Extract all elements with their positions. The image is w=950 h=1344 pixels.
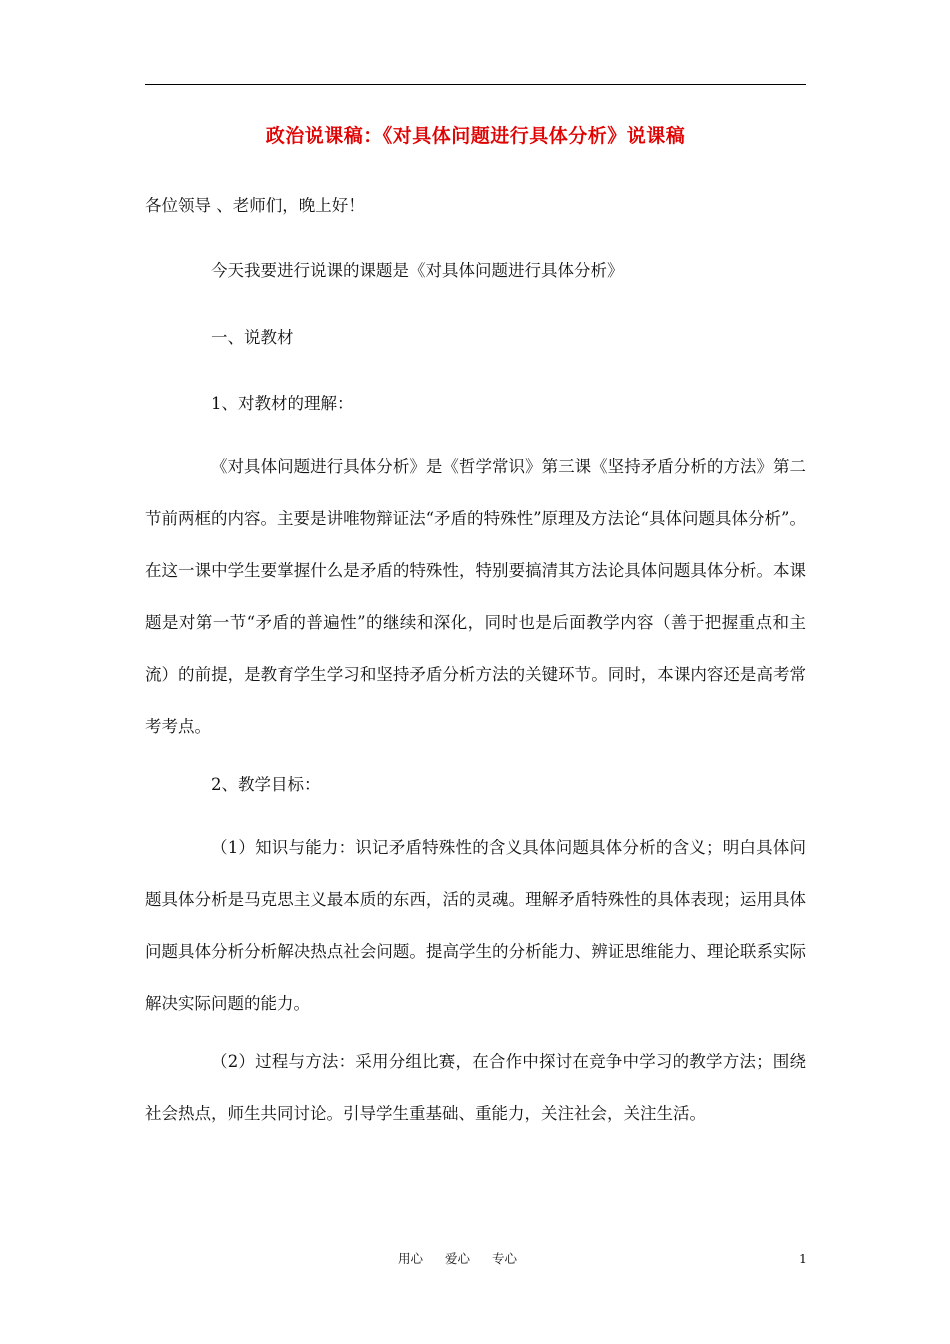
paragraph-goal-process: （2）过程与方法：采用分组比赛，在合作中探讨在竞争中学习的教学方法；围绕社会热点，师生共同讨论。引导学生重基础、重能力，关注社会，关注生活。 [145,1052,806,1123]
document-title: 政治说课稿：《对具体问题进行具体分析》说课稿 [265,125,686,147]
section-heading-textbook: 一、说教材 [211,328,294,347]
subheading-teaching-goals: 2、教学目标： [211,775,321,794]
footer-motto-3: 专心 [492,1251,518,1266]
paragraph-goal-knowledge: （1）知识与能力：识记矛盾特殊性的含义具体问题具体分析的含义；明白具体问题具体分析是马克思主义最本质的东西，活的灵魂。理解矛盾特殊性的具体表现；运用具体问题具体分析分析解决热点社会问题。提高学生的分析能力、辨证思维能力、理论联系实际解决实际问题的能力。 [145,838,806,1013]
greeting-line: 各位领导 、老师们，晚上好！ [145,196,365,215]
page-number: 1 [799,1251,807,1266]
paragraph-textbook-understanding: 《对具体问题进行具体分析》是《哲学常识》第三课《坚持矛盾分析的方法》第二节前两框的内容。主要是讲唯物辩证法“矛盾的特殊性”原理及方法论“具体问题具体分析”。在这一课中学生要掌握什么是矛盾的特殊性，特别要搞清其方法论具体问题具体分析。本课题是对第一节“矛盾的普遍性”的继续和深化，同时也是后面教学内容（善于把握重点和主流）的前提，是教育学生学习和坚持矛盾分析方法的关键环节。同时，本课内容还是高考常考考点。 [145,457,806,736]
footer-motto [398,1250,539,1268]
footer-motto-2: 爱心 [445,1251,471,1266]
intro-line: 今天我要进行说课的课题是《对具体问题进行具体分析》 [211,261,624,280]
header-rule [145,84,806,85]
subheading-understanding: 1、对教材的理解： [211,394,354,413]
footer-motto-1: 用心 [398,1251,424,1266]
